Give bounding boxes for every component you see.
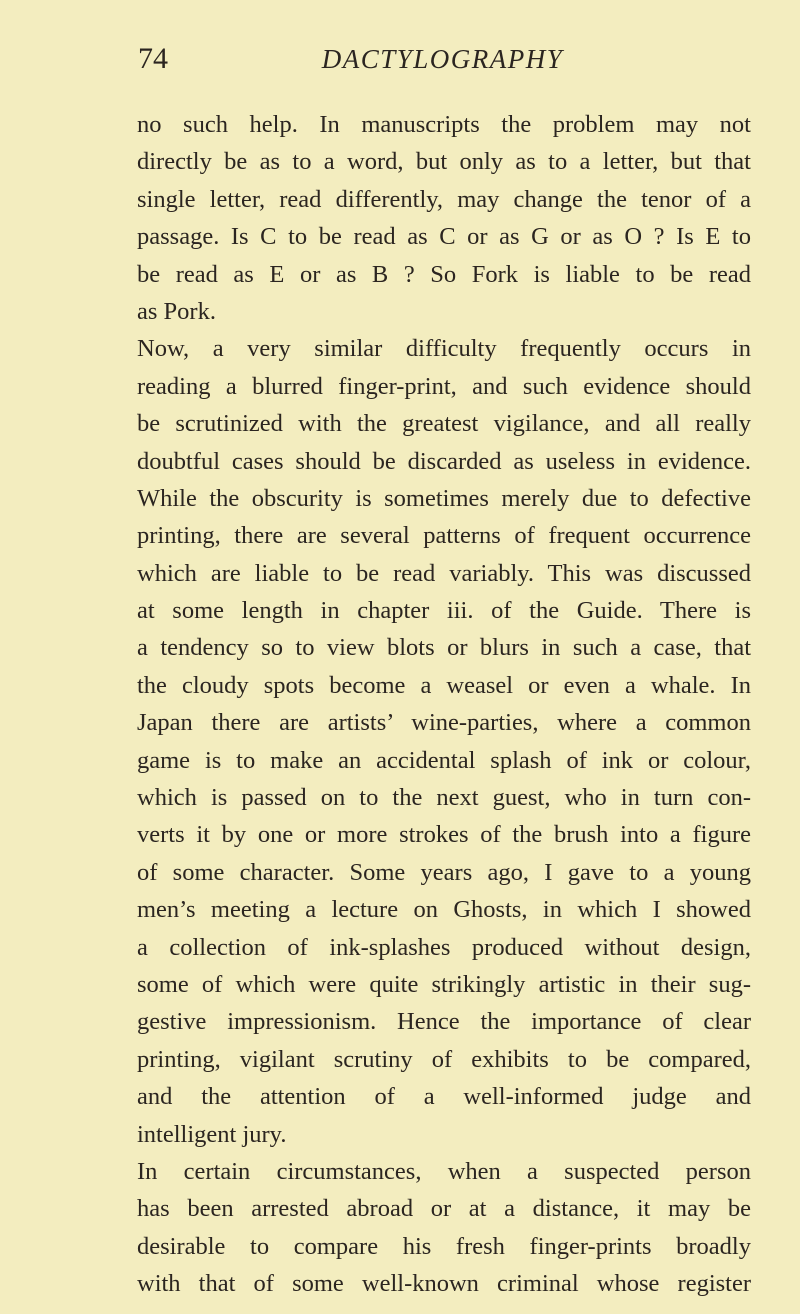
text-line: intelligent jury. xyxy=(137,1120,287,1148)
text-line: Now, a very similar difficulty frequently occurs in xyxy=(137,335,751,363)
text-line: printing, there are several patterns of frequent occurrence xyxy=(137,522,751,550)
text-line: While the obscurity is sometimes merely due to defective xyxy=(137,484,751,512)
text-line: directly be as to a word, but only as to a letter, but that xyxy=(137,148,751,176)
text-line: and the attention of a well-informed judge and xyxy=(137,1083,751,1111)
text-line: some of which were quite strikingly artistic in their sug- xyxy=(137,970,751,998)
body-text xyxy=(137,106,751,1303)
text-line: gestive impressionism. Hence the importance of clear xyxy=(137,1008,751,1036)
text-line: no such help. In manuscripts the problem may not xyxy=(137,111,751,138)
text-line: In certain circumstances, when a suspected person xyxy=(137,1157,751,1185)
text-line: single letter, read differently, may change the tenor of a xyxy=(137,185,751,213)
text-line: of some character. Some years ago, I gave to a young xyxy=(137,858,751,886)
text-line: be scrutinized with the greatest vigilance, and all really xyxy=(137,410,751,438)
text-line: doubtful cases should be discarded as useless in evidence. xyxy=(137,447,751,475)
text-line: the cloudy spots become a weasel or even a whale. In xyxy=(137,671,751,699)
text-line: at some length in chapter iii. of the Guide. There is xyxy=(137,597,751,625)
text-line: Japan there are artists’ wine-parties, where a common xyxy=(137,709,751,737)
text-line: which are liable to be read variably. This was discussed xyxy=(137,559,751,587)
text-line: passage. Is C to be read as C or as G or as O ? Is E to xyxy=(137,223,751,251)
text-line: game is to make an accidental splash of ink or colour, xyxy=(137,746,751,774)
text-line: be read as E or as B ? So Fork is liable to be read xyxy=(137,260,751,288)
text-line: reading a blurred finger-print, and such evidence should xyxy=(137,372,751,400)
text-line: printing, vigilant scrutiny of exhibits to be compared, xyxy=(137,1045,751,1073)
text-line: as Pork. xyxy=(137,297,216,325)
text-line: a collection of ink-splashes produced without design, xyxy=(137,933,751,961)
text-line: verts it by one or more strokes of the brush into a figure xyxy=(137,821,751,849)
text-line: with that of some well-known criminal whose register xyxy=(137,1270,751,1298)
text-line: desirable to compare his fresh finger-prints broadly xyxy=(137,1232,751,1260)
text-line: a tendency so to view blots or blurs in such a case, that xyxy=(137,634,751,662)
text-line: which is passed on to the next guest, who in turn con- xyxy=(137,784,751,812)
page-number: 74 xyxy=(138,42,168,75)
text-line: has been arrested abroad or at a distance, it may be xyxy=(137,1195,751,1223)
running-head: DACTYLOGRAPHY xyxy=(321,44,564,74)
text-line: men’s meeting a lecture on Ghosts, in which I showed xyxy=(137,896,751,924)
